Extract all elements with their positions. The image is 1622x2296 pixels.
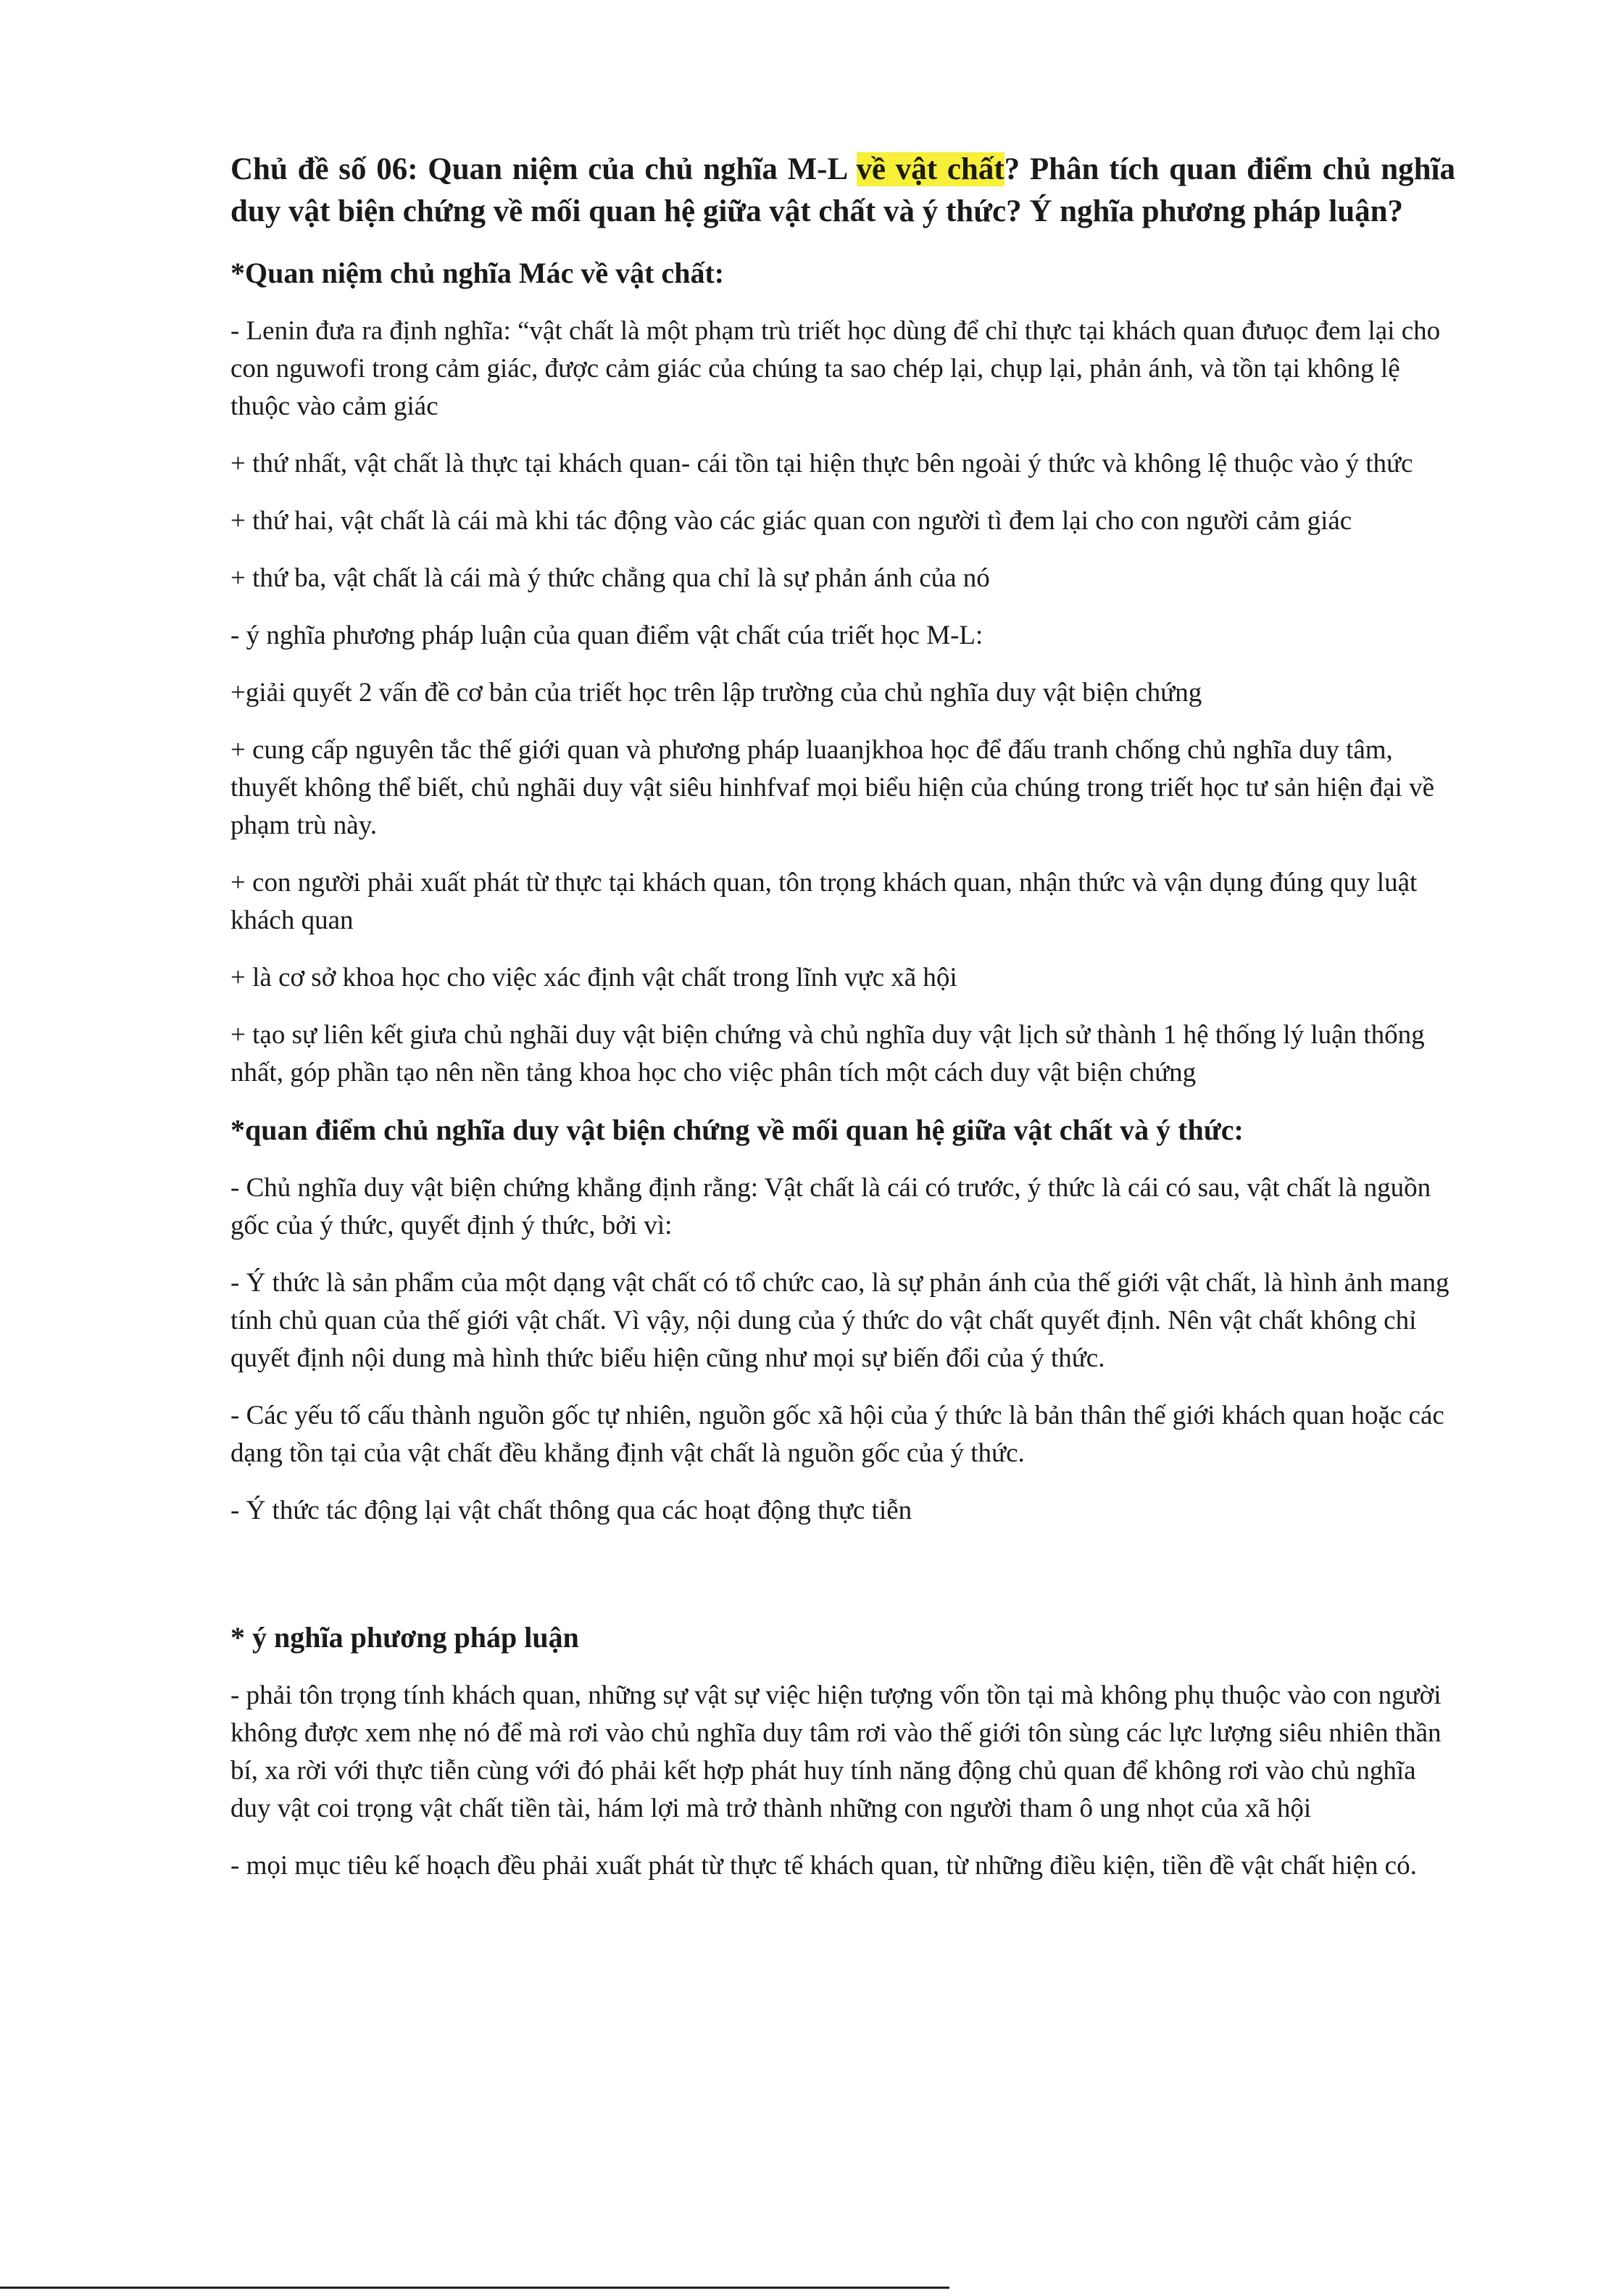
section-methodology (230, 1619, 1455, 1885)
paragraph: - mọi mục tiêu kế hoạch đều phải xuất phát từ thực tế khách quan, từ những điều kiện, tiền đề vật chất hiện có. (230, 1851, 1417, 1881)
paragraph: - Ý thức là sản phẩm của một dạng vật chất có tổ chức cao, là sự phản ánh của thế giới vật chất, là hình ảnh mang tính chủ quan của thế giới vật chất. Vì vậy, nội dung của ý thức do vật chất quyết định. Nên vật chất không chỉ quyết định nội dung mà hình thức biểu hiện cũng như mọi sự biến đổi của ý thức. (230, 1268, 1450, 1373)
paragraph: + cung cấp nguyên tắc thế giới quan và phương pháp luaanjkhoa học để đấu tranh chống chủ nghĩa duy tâm, thuyết không thể biết, chủ nghãi duy vật siêu hinhfvaf mọi biểu hiện của chúng trong triết học tư sản hiện đại về phạm trù này. (230, 735, 1435, 840)
paragraph: - Lenin đưa ra định nghĩa: “vật chất là một phạm trù triết học dùng để chỉ thực tại khách quan đưuọc đem lại cho con nguwofi trong cảm giác, được cảm giác của chúng ta sao chép lại, chụp lại, phản ánh, và tồn tại không lệ thuộc vào cảm giác (230, 316, 1441, 421)
paragraph: + thứ nhất, vật chất là thực tại khách quan- cái tồn tại hiện thực bên ngoài ý thức và không lệ thuộc vào ý thức (230, 449, 1413, 478)
title-text-after: ? Phân tích quan điểm chủ nghĩa duy vật biện chứng về mối quan hệ giữa vật chất và ý thức? Ý nghĩa phương pháp luận? (230, 152, 1455, 228)
section-matter-consciousness (230, 1111, 1455, 1530)
section-heading: * ý nghĩa phương pháp luận (230, 1621, 579, 1654)
document-title (230, 149, 1455, 233)
paragraph: - Các yếu tố cấu thành nguồn gốc tự nhiên, nguồn gốc xã hội của ý thức là bản thân thế giới khách quan hoặc các dạng tồn tại của vật chất đều khẳng định vật chất là nguồn gốc của ý thức. (230, 1401, 1444, 1468)
paragraph: - phải tôn trọng tính khách quan, những sự vật sự việc hiện tượng vốn tồn tại mà không phụ thuộc vào con người không được xem nhẹ nó để mà rơi vào chủ nghĩa duy tâm rơi vào thế giới tôn sùng các lực lượng siêu nhiên thần bí, xa rời với thực tiễn cùng với đó phải kết hợp phát huy tính năng động chủ quan để không rơi vào chủ nghĩa duy vật coi trọng vật chất tiền tài, hám lợi mà trở thành những con người tham ô ung nhọt của xã hội (230, 1680, 1442, 1823)
paragraph: + là cơ sở khoa học cho việc xác định vật chất trong lĩnh vực xã hội (230, 963, 957, 992)
page-bottom-divider (0, 2287, 949, 2289)
title-text-before: Chủ đề số 06: Quan niệm của chủ nghĩa M-L (230, 152, 857, 186)
paragraph: - Chủ nghĩa duy vật biện chứng khẳng định rằng: Vật chất là cái có trước, ý thức là cái có sau, vật chất là nguồn gốc của ý thức, quyết định ý thức, bởi vì: (230, 1173, 1431, 1240)
paragraph: + con người phải xuất phát từ thực tại khách quan, tôn trọng khách quan, nhận thức và vận dụng đúng quy luật khách quan (230, 868, 1418, 935)
paragraph: - Ý thức tác động lại vật chất thông qua các hoạt động thực tiễn (230, 1496, 912, 1525)
paragraph: + thứ ba, vật chất là cái mà ý thức chẳng qua chỉ là sự phản ánh của nó (230, 563, 990, 593)
section-material-concept (230, 254, 1455, 1092)
paragraph: +giải quyết 2 vấn đề cơ bản của triết học trên lập trường của chủ nghĩa duy vật biện chứng (230, 678, 1202, 708)
paragraph: - ý nghĩa phương pháp luận của quan điểm vật chất cúa triết học M-L: (230, 621, 983, 650)
title-highlight: về vật chất (856, 152, 1005, 186)
spacer (230, 1549, 1455, 1619)
section-heading: *quan điểm chủ nghĩa duy vật biện chứng về mối quan hệ giữa vật chất và ý thức: (230, 1114, 1244, 1146)
paragraph: + thứ hai, vật chất là cái mà khi tác động vào các giác quan con người tì đem lại cho con người cảm giác (230, 506, 1352, 536)
section-heading: *Quan niệm chủ nghĩa Mác về vật chất: (230, 257, 725, 289)
document-page (230, 149, 1455, 1905)
paragraph: + tạo sự liên kết giưa chủ nghãi duy vật biện chứng và chủ nghĩa duy vật lịch sử thành 1 hệ thống lý luận thống nhất, góp phần tạo nên nền tảng khoa học cho việc phân tích một cách duy vật biện chứng (230, 1020, 1425, 1087)
